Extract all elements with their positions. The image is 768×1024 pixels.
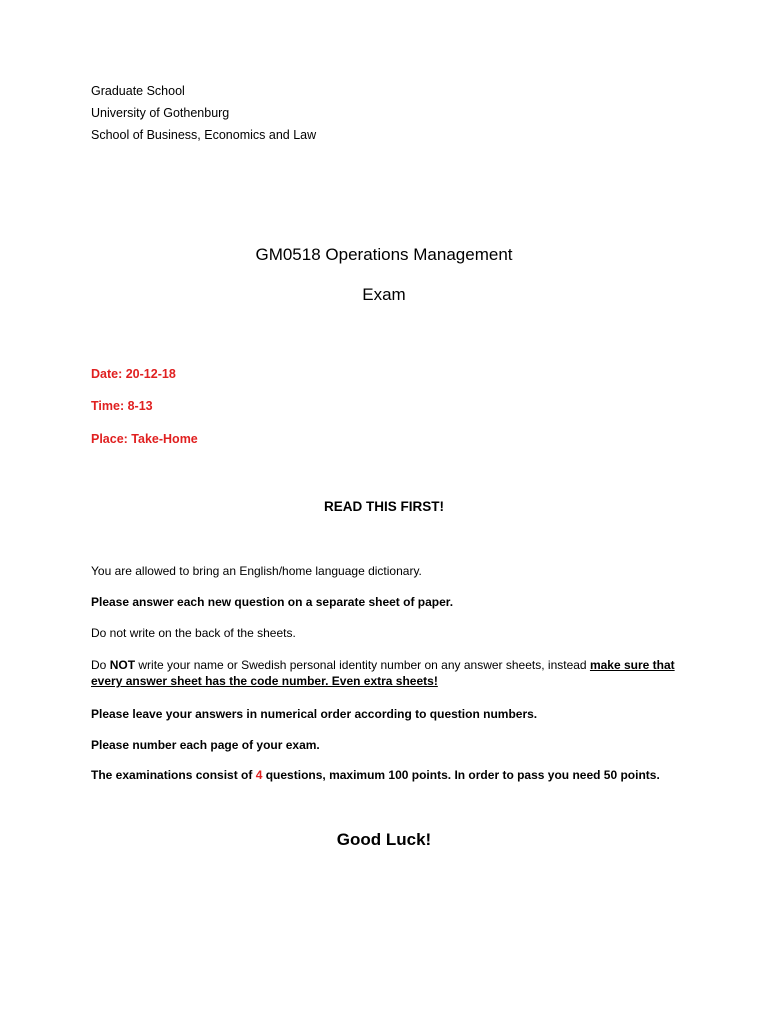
read-first-heading: READ THIS FIRST! bbox=[324, 499, 444, 514]
exam-time: Time: 8-13 bbox=[91, 399, 153, 413]
rule-no-name bbox=[91, 657, 681, 689]
exam-place bbox=[91, 432, 198, 446]
exam-place-text: Place: Take-Home bbox=[91, 432, 198, 446]
rule-code-number: make sure that every answer sheet has the code number. Even extra sheets! bbox=[91, 658, 675, 688]
document-type: Exam bbox=[362, 285, 406, 304]
rule-number-pages: Please number each page of your exam. bbox=[91, 738, 320, 752]
header-graduate-school: Graduate School bbox=[91, 84, 185, 98]
institution-header bbox=[91, 80, 316, 146]
header-university: University of Gothenburg bbox=[91, 106, 230, 120]
rule-points-pre: The examinations consist of bbox=[91, 768, 256, 782]
rule-points-post: questions, maximum 100 points. In order to pass you need 50 points. bbox=[262, 768, 660, 782]
rule-separate-sheet: Please answer each new question on a separate sheet of paper. bbox=[91, 595, 454, 609]
header-school: School of Business, Economics and Law bbox=[91, 128, 317, 142]
rule-dictionary: You are allowed to bring an English/home language dictionary. bbox=[91, 564, 422, 578]
rule-no-name-pre: Do bbox=[91, 658, 110, 672]
good-luck: Good Luck! bbox=[336, 830, 432, 849]
rule-numerical-order: Please leave your answers in numerical order according to question numbers. bbox=[91, 707, 538, 721]
rule-no-name-not: NOT bbox=[109, 658, 136, 672]
question-count: 4 bbox=[255, 768, 263, 782]
exam-date: Date: 20-12-18 bbox=[91, 367, 176, 381]
rule-points bbox=[91, 768, 660, 782]
rule-no-name-mid: write your name or Swedish personal identity number on any answer sheets, instead bbox=[135, 658, 590, 672]
course-title: GM0518 Operations Management bbox=[255, 245, 513, 264]
rule-back-of-sheets: Do not write on the back of the sheets. bbox=[91, 626, 296, 640]
